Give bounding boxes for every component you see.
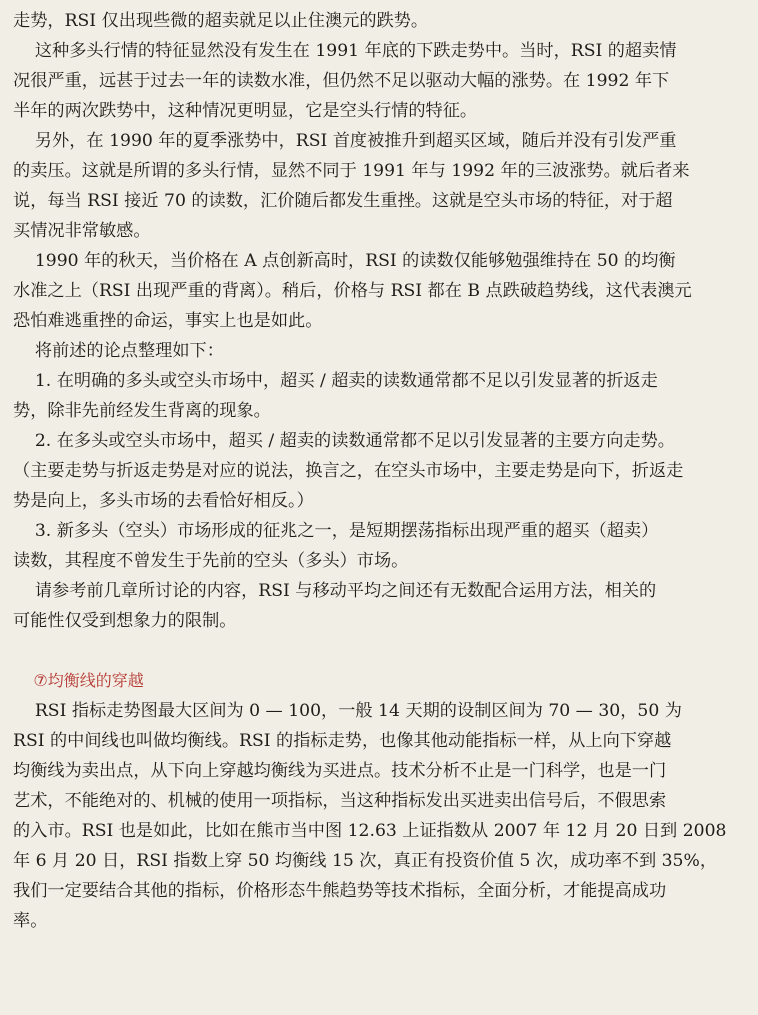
text-line: 1990 年的秋天，当价格在 A 点创新高时，RSI 的读数仅能够勉强维持在 50 的均衡 <box>13 251 676 271</box>
text-line: 走势，RSI 仅出现些微的超卖就足以止住澳元的跌势。 <box>13 11 429 31</box>
text-line: 说，每当 RSI 接近 70 的读数，汇价随后都发生重挫。这就是空头市场的特征，对于超 <box>13 191 673 211</box>
text-line: 读数，其程度不曾发生于先前的空头（多头）市场。 <box>13 551 409 571</box>
text-line: 3. 新多头（空头）市场形成的征兆之一，是短期摆荡指标出现严重的超买（超卖） <box>13 521 659 541</box>
section-spacer <box>13 636 746 664</box>
text-line: 况很严重，远甚于过去一年的读数水准，但仍然不足以驱动大幅的涨势。在 1992 年下 <box>13 71 670 91</box>
text-line: 的卖压。这就是所谓的多头行情，显然不同于 1991 年与 1992 年的三波涨势。就后者来 <box>13 161 690 181</box>
text-line: 恐怕难逃重挫的命运，事实上也是如此。 <box>13 311 323 331</box>
text-line: RSI 指标走势图最大区间为 0 — 100，一般 14 天期的设制区间为 70 — 30，50 为 <box>13 701 682 721</box>
text-line: 买情况非常敏感。 <box>13 221 151 241</box>
text-line: 势是向上，多头市场的去看恰好相反。） <box>13 491 314 511</box>
text-line: 艺术，不能绝对的、机械的使用一项指标，当这种指标发出买进卖出信号后，不假思索 <box>13 791 667 811</box>
text-line: 势，除非先前经发生背离的现象。 <box>13 401 271 421</box>
text-line: 请参考前几章所讨论的内容，RSI 与移动平均之间还有无数配合运用方法，相关的 <box>13 581 657 601</box>
text-line: 另外，在 1990 年的夏季涨势中，RSI 首度被推升到超买区域，随后并没有引发严重 <box>13 131 677 151</box>
body-text-bottom <box>13 696 746 936</box>
section-heading: ⑦均衡线的穿越 <box>13 671 144 690</box>
text-line: 将前述的论点整理如下： <box>13 341 224 361</box>
text-line: 我们一定要结合其他的指标，价格形态牛熊趋势等技术指标，全面分析，才能提高成功 <box>13 881 667 901</box>
text-line: RSI 的中间线也叫做均衡线。RSI 的指标走势，也像其他动能指标一样，从上向下穿越 <box>13 731 672 751</box>
text-line: 1. 在明确的多头或空头市场中，超买 / 超卖的读数通常都不足以引发显著的折返走 <box>13 371 658 391</box>
text-line: 水准之上（RSI 出现严重的背离）。稍后，价格与 RSI 都在 B 点跌破趋势线，这代表澳元 <box>13 281 692 301</box>
text-line: 均衡线为卖出点，从下向上穿越均衡线为买进点。技术分析不止是一门科学，也是一门 <box>13 761 667 781</box>
text-line: （主要走势与折返走势是对应的说法，换言之，在空头市场中，主要走势是向下，折返走 <box>13 461 684 481</box>
text-line: 的入市。RSI 也是如此，比如在熊市当中图 12.63 上证指数从 2007 年 12 月 20 日到 2008 <box>13 821 727 841</box>
text-line: 年 6 月 20 日，RSI 指数上穿 50 均衡线 15 次，真正有投资价值 5 次，成功率不到 35%， <box>13 851 718 871</box>
text-line: 这种多头行情的特征显然没有发生在 1991 年底的下跌走势中。当时，RSI 的超卖情 <box>13 41 677 61</box>
text-line: 半年的两次跌势中，这种情况更明显，它是空头行情的特征。 <box>13 101 478 121</box>
text-line: 可能性仅受到想象力的限制。 <box>13 611 237 631</box>
text-line: 率。 <box>13 911 48 931</box>
body-text-top <box>13 6 746 636</box>
text-line: 2. 在多头或空头市场中，超买 / 超卖的读数通常都不足以引发显著的主要方向走势。 <box>13 431 675 451</box>
